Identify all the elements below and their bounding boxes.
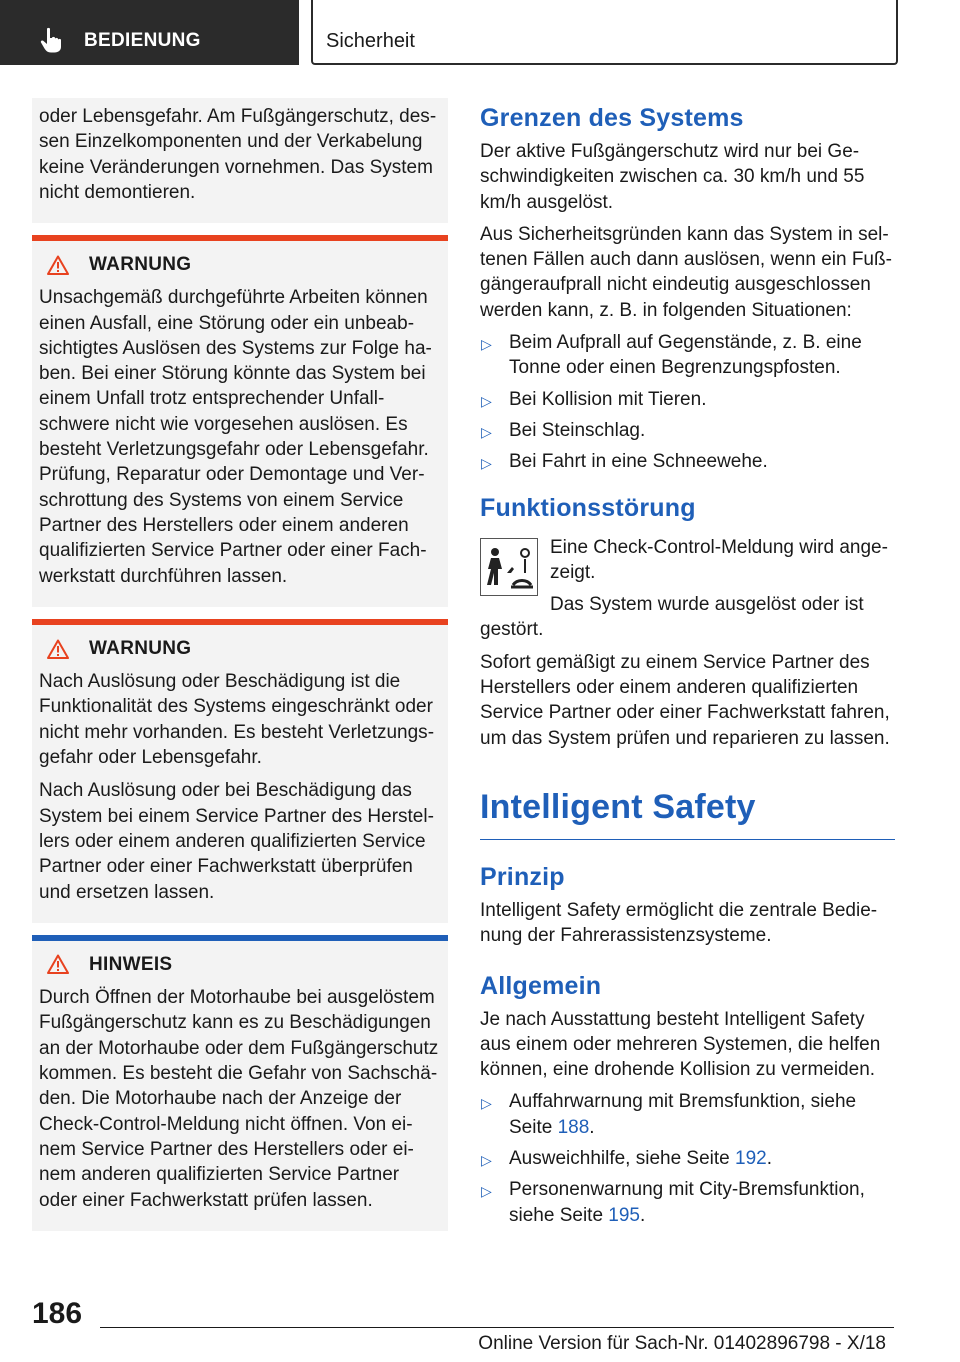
warning-triangle-icon: [47, 255, 69, 275]
notice-title: [47, 952, 440, 977]
list-item: ▷ Bei Fahrt in eine Schneewehe.: [480, 449, 895, 474]
intro-text: oder Lebensgefahr. Am Fußgängerschutz, dessen Einzelkomponenten und der Verkabelung keine Veränderungen vornehmen. Das System nicht demontieren.: [39, 106, 437, 203]
list-item: ▷ Bei Kollision mit Tieren.: [480, 387, 895, 412]
warning-text: Unsachgemäß durchgeführte Arbeiten können einen Ausfall, eine Störung oder ein unbeabsichtigtes Auslösen des Systems zur Folge haben. Bei einer Störung könnte das System bei einem Unfall trotz entsprechender Unfallschwere nicht wie vorgesehen auslösen. Es besteht Verletzungsgefahr oder Lebensgefahr. Prüfung, Reparatur oder Demontage und Verschrottung des Systems von einem Service Partner des Herstellers oder einem anderen qualifizierten Service Partner oder einer Fachwerkstatt durchführen lassen.: [39, 287, 432, 587]
paragraph: Der aktive Fußgängerschutz wird nur bei Geschwindigkeiten zwischen ca. 30 km/h und 55 km/h ausgelöst.: [480, 141, 865, 213]
footer-divider: [100, 1327, 894, 1328]
section-heading: Funktionsstörung: [480, 493, 696, 522]
notice-title-label: HINWEIS: [89, 953, 173, 975]
bullet-triangle-icon: ▷: [481, 336, 492, 353]
page-link[interactable]: 192: [735, 1148, 767, 1170]
warning-box-2: [32, 625, 448, 923]
systems-list: [480, 1089, 895, 1227]
warning-title: [47, 252, 440, 277]
list-item: ▷ Ausweichhilfe, siehe Seite 192.: [480, 1146, 895, 1171]
section-heading: Allgemein: [480, 971, 602, 1000]
section-heading: Grenzen des Systems: [480, 104, 744, 132]
bullet-triangle-icon: ▷: [481, 1183, 492, 1200]
page-link[interactable]: 195: [608, 1204, 640, 1226]
online-version-note: Online Version für Sach-Nr. 01402896798 - X/18: [478, 1333, 886, 1354]
warning-box-1: [32, 241, 448, 607]
chapter-title: Sicherheit: [326, 30, 415, 52]
page-link[interactable]: 188: [557, 1116, 590, 1138]
limits-list: [480, 330, 895, 474]
intro-box: [32, 98, 448, 223]
list-item: ▷ Beim Aufprall auf Gegenstände, z. B. eine Tonne oder einen Begrenzungspfosten.: [481, 332, 862, 379]
warning-title-label: WARNUNG: [89, 254, 192, 275]
hand-pointer-icon: [40, 27, 62, 53]
paragraph: Aus Sicherheitsgründen kann das System in seltenen Fällen auch dann auslösen, wenn ein Fußgängeraufprall nicht eindeutig ausgeschlossen werden kann, z. B. in folgenden Situationen:: [480, 223, 892, 321]
bullet-triangle-icon: ▷: [481, 423, 492, 440]
warning-title: [47, 636, 440, 661]
warning-triangle-icon: [47, 639, 69, 659]
bullet-triangle-icon: ▷: [481, 455, 492, 472]
paragraph: Eine Check-Control-Meldung wird angezeigt.: [550, 536, 888, 583]
chapter-heading: Intelligent Safety: [480, 787, 895, 840]
paragraph: Das System wurde ausgelöst oder ist gestört.: [480, 594, 864, 641]
notice-text: Durch Öffnen der Motorhaube bei ausgelöstem Fußgängerschutz kann es zu Beschädigungen an der Motorhaube oder dem Fußgängerschutz kommen. Es besteht die Gefahr von Sachschäden. Die Motorhaube nach der Anzeige der Check-Control-Meldung nicht öffnen. Von einem Service Partner des Herstellers oder einem anderen qualifizierten Service Partner oder einer Fachwerkstatt prüfen lassen.: [39, 987, 439, 1211]
right-column: [480, 98, 895, 1236]
paragraph: Sofort gemäßigt zu einem Service Partner des Herstellers oder einem anderen qualifizierten Service Partner oder einer Fachwerkstatt fahren, um das System prüfen und reparieren zu lassen.: [480, 651, 890, 749]
list-item: ▷ Bei Steinschlag.: [480, 418, 895, 443]
list-item: ▷ Personenwarnung mit City-Bremsfunktion, siehe Seite 195.: [481, 1179, 865, 1226]
paragraph: Je nach Ausstattung besteht Intelligent Safety aus einem oder mehreren Systemen, die helfen können, eine drohende Kollision zu vermeiden.: [480, 1008, 881, 1081]
bullet-triangle-icon: ▷: [481, 1095, 492, 1112]
section-tab-label: BEDIENUNG: [84, 30, 201, 51]
notice-triangle-icon: [47, 954, 69, 974]
fault-block: [480, 535, 895, 751]
paragraph: Intelligent Safety ermöglicht die zentrale Bedienung der Fahrerassistenzsysteme.: [480, 899, 878, 947]
section-heading: Prinzip: [480, 862, 565, 891]
bullet-triangle-icon: ▷: [481, 392, 492, 409]
warning-title-label: WARNUNG: [89, 637, 192, 659]
page-number: 186: [32, 1297, 83, 1330]
bullet-triangle-icon: ▷: [481, 1152, 492, 1169]
notice-box: [32, 941, 448, 1231]
left-column: [32, 98, 448, 1231]
pedestrian-protection-icon: [480, 538, 538, 596]
chapter-header: [311, 0, 898, 65]
list-item: ▷ Auffahrwarnung mit Bremsfunktion, siehe Seite 188.: [481, 1091, 857, 1138]
warning-text: Nach Auslösung oder Beschädigung ist die Funktionalität des Systems eingeschränkt oder nicht mehr vorhanden. Es besteht Verletzungsgefahr oder Lebensgefahr.: [39, 671, 435, 769]
warning-text: Nach Auslösung oder bei Beschädigung das System bei einem Service Partner des Herstellers oder einem anderen qualifizierten Service Partner oder einer Fachwerkstatt überprüfen und ersetzen lassen.: [39, 780, 434, 903]
header-section-tab: [0, 0, 299, 65]
